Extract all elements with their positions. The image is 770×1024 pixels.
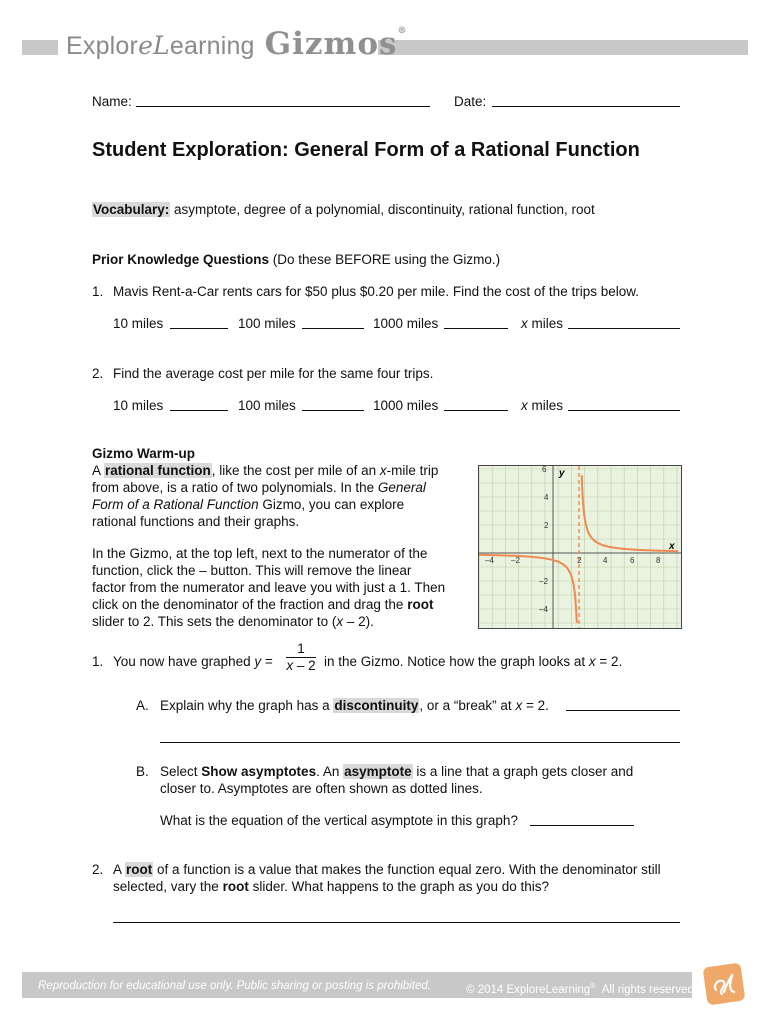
explorelearning-gizmos-logo: ExploreLearning Gizmos® xyxy=(66,26,408,62)
footer-copyright: © 2014 ExploreLearning® All rights reserved xyxy=(466,983,694,996)
graph-svg xyxy=(479,466,681,628)
vocabulary-line: Vocabulary: asymptote, degree of a polynomial, discontinuity, rational function, root xyxy=(93,202,595,217)
grid-lines xyxy=(479,466,681,628)
question-1b-line3: What is the equation of the vertical asymptote in this graph? xyxy=(160,813,518,828)
date-label: Date: xyxy=(454,94,487,109)
x-tick-label: –4 xyxy=(485,556,494,565)
question-2-line1: A root of a function is a value that makes the function equal zero. With the denominator still xyxy=(113,862,661,877)
question-1-number: 1. xyxy=(92,654,104,669)
x-tick-label: –2 xyxy=(511,556,520,565)
question-1a-text: Explain why the graph has a discontinuity, or a “break” at x = 2. xyxy=(160,698,549,713)
y-axis-label: y xyxy=(559,468,565,479)
blank-label-100: 100 miles xyxy=(238,316,296,331)
question-2-line2: selected, vary the root slider. What happens to the graph as you do this? xyxy=(113,879,550,894)
answer-avg-1000-miles[interactable] xyxy=(444,410,508,411)
name-label: Name: xyxy=(92,94,132,109)
rational-function-graph xyxy=(478,465,682,629)
date-field[interactable] xyxy=(492,106,680,107)
y-tick-label: –4 xyxy=(539,605,548,614)
q2-number: 2. xyxy=(92,366,104,381)
blank-label-10: 10 miles xyxy=(113,398,164,413)
x-tick-label: 4 xyxy=(603,556,608,565)
blank-label-x: x miles xyxy=(521,316,564,331)
answer-1000-miles[interactable] xyxy=(444,328,508,329)
answer-2[interactable] xyxy=(113,922,680,923)
x-tick-label: 8 xyxy=(656,556,661,565)
page-title: Student Exploration: General Form of a Rational Function xyxy=(92,139,640,161)
y-tick-label: 2 xyxy=(544,521,549,530)
answer-100-miles[interactable] xyxy=(302,328,364,329)
question-1b-line2: closer to. Asymptotes are often shown as dotted lines. xyxy=(160,781,483,796)
answer-1b[interactable] xyxy=(530,825,634,826)
blank-label-100: 100 miles xyxy=(238,398,296,413)
x-tick-label: 6 xyxy=(630,556,635,565)
answer-avg-100-miles[interactable] xyxy=(302,410,364,411)
footer-notice: Reproduction for educational use only. Public sharing or posting is prohibited. xyxy=(38,980,431,992)
x-tick-label: 2 xyxy=(577,556,582,565)
warmup-p1-line1: A rational function, like the cost per mile of an x-mile trip xyxy=(92,463,439,478)
blank-label-10: 10 miles xyxy=(113,316,164,331)
curve-left-branch xyxy=(479,555,577,623)
question-1-text: You now have graphed y = xyxy=(113,654,273,669)
answer-1a-line-2[interactable] xyxy=(160,742,680,743)
warmup-p2-line4: click on the denominator of the fraction and drag the root xyxy=(92,597,434,612)
warmup-p1-line4: rational functions and their graphs. xyxy=(92,514,300,529)
name-field[interactable] xyxy=(136,106,430,107)
answer-10-miles[interactable] xyxy=(170,328,228,329)
warmup-heading: Gizmo Warm-up xyxy=(92,446,195,461)
answer-x-miles[interactable] xyxy=(568,328,680,329)
y-tick-label: 4 xyxy=(544,493,549,502)
y-tick-label: –2 xyxy=(539,577,548,586)
q2-text: Find the average cost per mile for the same four trips. xyxy=(113,366,434,381)
answer-avg-10-miles[interactable] xyxy=(170,410,228,411)
warmup-p1-line3: Form of a Rational Function Gizmo, you can explore xyxy=(92,497,405,512)
x-axis-label: x xyxy=(669,541,675,552)
question-1-text-cont: in the Gizmo. Notice how the graph looks at x = 2. xyxy=(324,654,623,669)
fraction-one-over-x-minus-2: 1 x – 2 xyxy=(286,641,316,673)
q1-number: 1. xyxy=(92,284,104,299)
question-1b-label: B. xyxy=(136,764,149,779)
warmup-p2-line2: function, click the – button. This will remove the linear xyxy=(92,563,412,578)
question-2-number: 2. xyxy=(92,862,104,877)
warmup-p2-line3: factor from the numerator and leave you with just a 1. Then xyxy=(92,580,446,595)
question-1a-label: A. xyxy=(136,698,149,713)
warmup-p2-line5: slider to 2. This sets the denominator to (x – 2). xyxy=(92,614,374,629)
question-1b-line1: Select Show asymptotes. An asymptote is a line that a graph gets closer and xyxy=(160,764,634,779)
warmup-p1-line2: from above, is a ratio of two polynomials. In the General xyxy=(92,480,426,495)
answer-1a-line-1[interactable] xyxy=(566,710,680,711)
blank-label-1000: 1000 miles xyxy=(373,316,439,331)
blank-label-1000: 1000 miles xyxy=(373,398,439,413)
prior-knowledge-heading: Prior Knowledge Questions (Do these BEFORE using the Gizmo.) xyxy=(92,252,501,267)
answer-avg-x-miles[interactable] xyxy=(568,410,680,411)
q1-text: Mavis Rent-a-Car rents cars for $50 plus $0.20 per mile. Find the cost of the trips below. xyxy=(113,284,639,299)
blank-label-x: x miles xyxy=(521,398,564,413)
y-tick-label: 6 xyxy=(542,466,547,474)
el-badge-icon xyxy=(702,962,746,1006)
warmup-p2-line1: In the Gizmo, at the top left, next to the numerator of the xyxy=(92,546,428,561)
